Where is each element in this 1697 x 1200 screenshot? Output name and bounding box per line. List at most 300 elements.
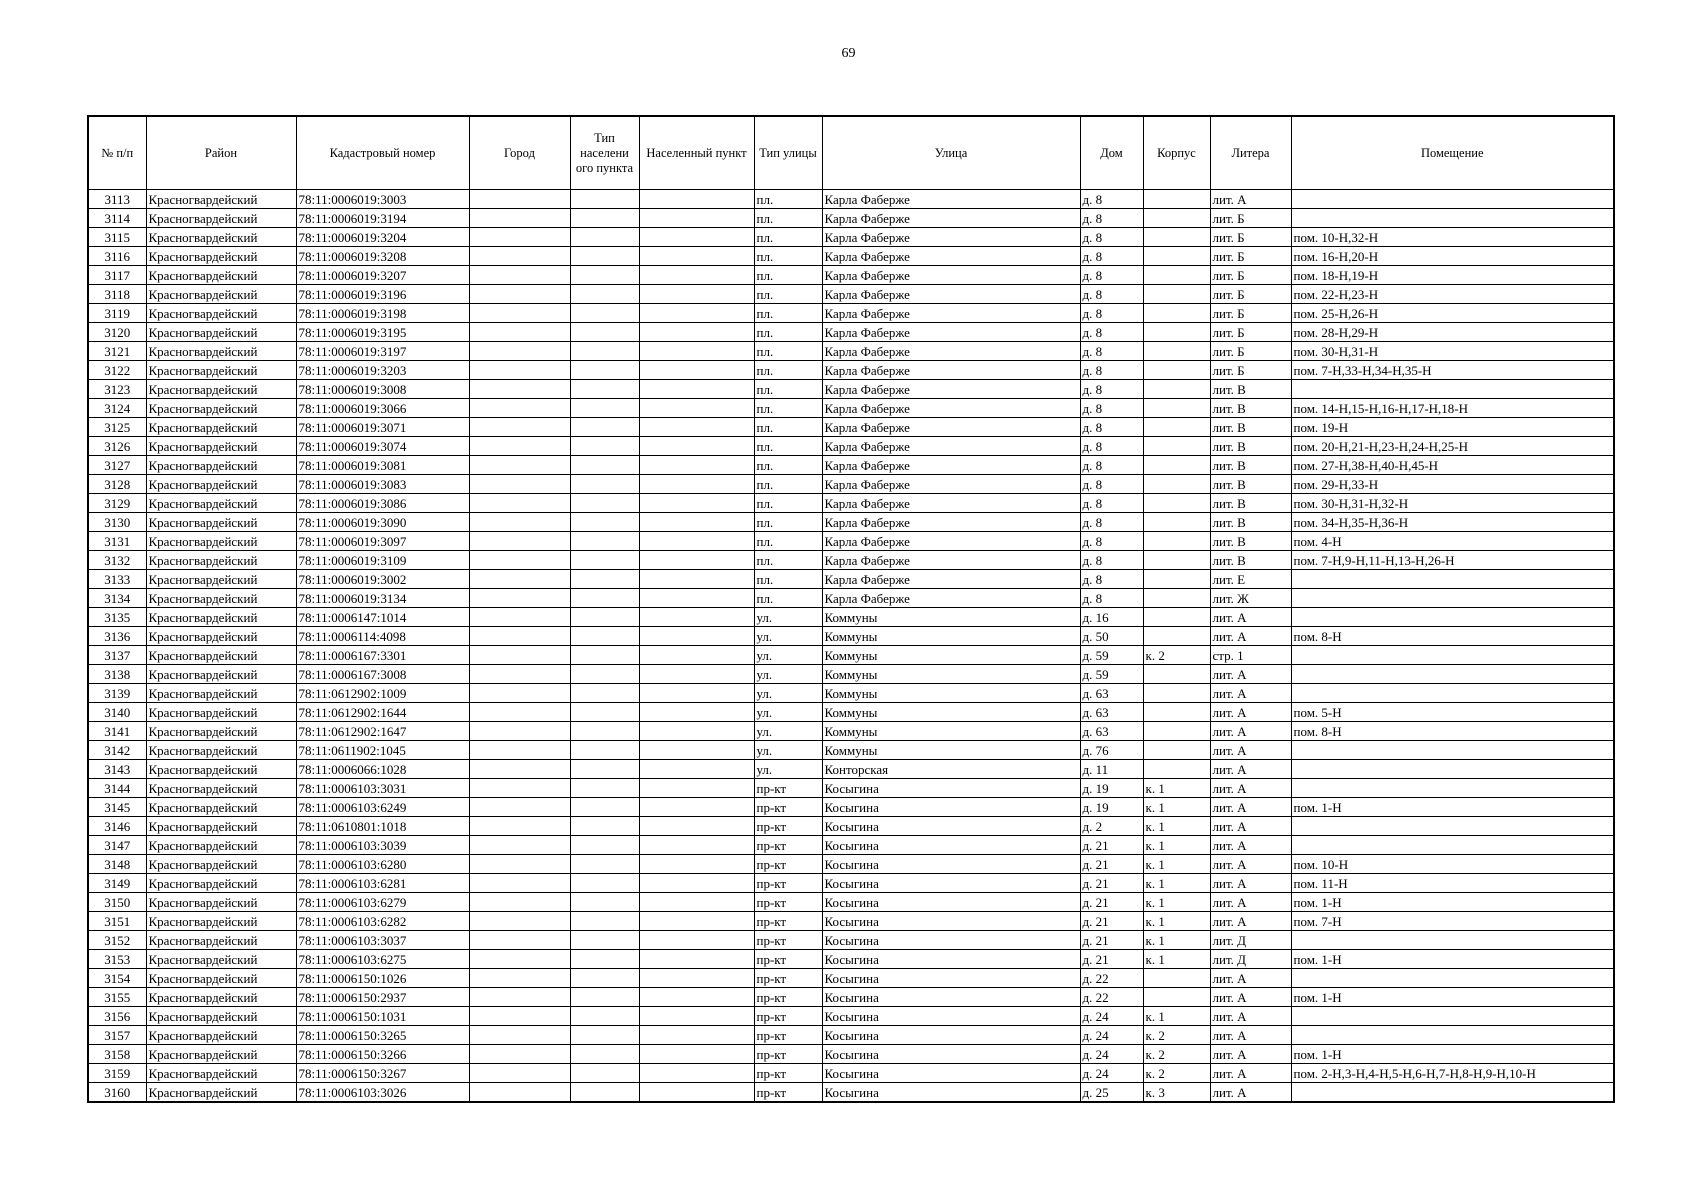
district-cell: Красногвардейский: [146, 209, 296, 228]
row-number-cell: 3119: [88, 304, 146, 323]
cadastral-number-cell: 78:11:0006019:3134: [296, 589, 469, 608]
building-cell: [1143, 304, 1210, 323]
row-number-cell: 3121: [88, 342, 146, 361]
table-row: [88, 969, 1614, 988]
street-cell: Карла Фаберже: [822, 323, 1080, 342]
city-cell: [469, 627, 570, 646]
building-cell: к. 1: [1143, 950, 1210, 969]
cadastral-number-cell: 78:11:0611902:1045: [296, 741, 469, 760]
table-row: [88, 551, 1614, 570]
district-cell: Красногвардейский: [146, 760, 296, 779]
row-number-cell: 3148: [88, 855, 146, 874]
table-row: [88, 741, 1614, 760]
building-cell: к. 1: [1143, 1007, 1210, 1026]
premises-cell: пом. 7-Н,33-Н,34-Н,35-Н: [1291, 361, 1614, 380]
premises-cell: [1291, 608, 1614, 627]
city-cell: [469, 836, 570, 855]
district-cell: Красногвардейский: [146, 950, 296, 969]
cadastral-number-cell: 78:11:0006103:3039: [296, 836, 469, 855]
letter-cell: лит. А: [1210, 1083, 1291, 1103]
street-cell: Косыгина: [822, 1045, 1080, 1064]
settlement-type-cell: [570, 684, 639, 703]
street-cell: Косыгина: [822, 1083, 1080, 1103]
cadastral-number-cell: 78:11:0006103:6275: [296, 950, 469, 969]
street-type-cell: пл.: [754, 380, 822, 399]
row-number-cell: 3150: [88, 893, 146, 912]
street-type-cell: пл.: [754, 570, 822, 589]
settlement-type-cell: [570, 855, 639, 874]
street-type-cell: пл.: [754, 304, 822, 323]
building-cell: к. 2: [1143, 1064, 1210, 1083]
house-cell: д. 24: [1080, 1007, 1143, 1026]
house-cell: д. 63: [1080, 684, 1143, 703]
premises-cell: пом. 30-Н,31-Н,32-Н: [1291, 494, 1614, 513]
street-type-cell: ул.: [754, 760, 822, 779]
district-cell: Красногвардейский: [146, 798, 296, 817]
city-cell: [469, 1083, 570, 1103]
district-cell: Красногвардейский: [146, 551, 296, 570]
cadastral-number-cell: 78:11:0006150:3265: [296, 1026, 469, 1045]
building-cell: [1143, 247, 1210, 266]
district-cell: Красногвардейский: [146, 684, 296, 703]
table-row: [88, 836, 1614, 855]
building-cell: к. 1: [1143, 931, 1210, 950]
cadastral-number-cell: 78:11:0006019:3196: [296, 285, 469, 304]
table-row: [88, 323, 1614, 342]
column-header: Помещение: [1291, 116, 1614, 190]
row-number-cell: 3117: [88, 266, 146, 285]
settlement-type-cell: [570, 874, 639, 893]
house-cell: д. 8: [1080, 456, 1143, 475]
district-cell: Красногвардейский: [146, 627, 296, 646]
cadastral-number-cell: 78:11:0006103:3031: [296, 779, 469, 798]
street-cell: Косыгина: [822, 874, 1080, 893]
street-type-cell: пр-кт: [754, 931, 822, 950]
house-cell: д. 21: [1080, 874, 1143, 893]
house-cell: д. 8: [1080, 190, 1143, 209]
building-cell: [1143, 361, 1210, 380]
street-type-cell: ул.: [754, 665, 822, 684]
row-number-cell: 3152: [88, 931, 146, 950]
column-header: № п/п: [88, 116, 146, 190]
cadastral-number-cell: 78:11:0006019:3074: [296, 437, 469, 456]
street-cell: Карла Фаберже: [822, 475, 1080, 494]
row-number-cell: 3147: [88, 836, 146, 855]
letter-cell: лит. Б: [1210, 285, 1291, 304]
district-cell: Красногвардейский: [146, 342, 296, 361]
letter-cell: лит. А: [1210, 779, 1291, 798]
settlement-type-cell: [570, 532, 639, 551]
house-cell: д. 21: [1080, 855, 1143, 874]
street-type-cell: пл.: [754, 551, 822, 570]
table-row: [88, 722, 1614, 741]
house-cell: д. 8: [1080, 475, 1143, 494]
premises-cell: пом. 19-Н: [1291, 418, 1614, 437]
city-cell: [469, 361, 570, 380]
letter-cell: лит. А: [1210, 912, 1291, 931]
cadastral-number-cell: 78:11:0006103:6279: [296, 893, 469, 912]
city-cell: [469, 798, 570, 817]
building-cell: [1143, 969, 1210, 988]
cadastral-number-cell: 78:11:0006019:3066: [296, 399, 469, 418]
city-cell: [469, 703, 570, 722]
premises-cell: пом. 18-Н,19-Н: [1291, 266, 1614, 285]
street-type-cell: пр-кт: [754, 950, 822, 969]
premises-cell: пом. 25-Н,26-Н: [1291, 304, 1614, 323]
cadastral-number-cell: 78:11:0612902:1644: [296, 703, 469, 722]
row-number-cell: 3160: [88, 1083, 146, 1103]
street-cell: Карла Фаберже: [822, 399, 1080, 418]
city-cell: [469, 1026, 570, 1045]
city-cell: [469, 285, 570, 304]
street-type-cell: пл.: [754, 589, 822, 608]
row-number-cell: 3157: [88, 1026, 146, 1045]
table-row: [88, 304, 1614, 323]
street-cell: Косыгина: [822, 817, 1080, 836]
city-cell: [469, 532, 570, 551]
letter-cell: лит. А: [1210, 1026, 1291, 1045]
settlement-type-cell: [570, 437, 639, 456]
street-type-cell: пр-кт: [754, 893, 822, 912]
settlement-cell: [639, 722, 754, 741]
settlement-cell: [639, 1064, 754, 1083]
premises-cell: пом. 8-Н: [1291, 722, 1614, 741]
settlement-type-cell: [570, 494, 639, 513]
cadastral-number-cell: 78:11:0006019:3204: [296, 228, 469, 247]
letter-cell: лит. Б: [1210, 228, 1291, 247]
premises-cell: [1291, 570, 1614, 589]
premises-cell: [1291, 646, 1614, 665]
column-header: Корпус: [1143, 116, 1210, 190]
row-number-cell: 3144: [88, 779, 146, 798]
settlement-cell: [639, 1007, 754, 1026]
city-cell: [469, 418, 570, 437]
house-cell: д. 8: [1080, 247, 1143, 266]
settlement-type-cell: [570, 228, 639, 247]
city-cell: [469, 342, 570, 361]
table-row: [88, 380, 1614, 399]
building-cell: [1143, 285, 1210, 304]
table-row: [88, 399, 1614, 418]
table-row: [88, 1083, 1614, 1103]
house-cell: д. 2: [1080, 817, 1143, 836]
table-row: [88, 570, 1614, 589]
district-cell: Красногвардейский: [146, 1007, 296, 1026]
street-type-cell: пр-кт: [754, 1045, 822, 1064]
street-type-cell: пр-кт: [754, 1064, 822, 1083]
settlement-cell: [639, 1045, 754, 1064]
house-cell: д. 59: [1080, 665, 1143, 684]
cadastral-number-cell: 78:11:0006150:1026: [296, 969, 469, 988]
street-type-cell: пр-кт: [754, 836, 822, 855]
table-row: [88, 988, 1614, 1007]
letter-cell: лит. Б: [1210, 266, 1291, 285]
settlement-cell: [639, 931, 754, 950]
premises-cell: пом. 7-Н: [1291, 912, 1614, 931]
city-cell: [469, 209, 570, 228]
street-type-cell: пр-кт: [754, 1083, 822, 1103]
district-cell: Красногвардейский: [146, 1045, 296, 1064]
letter-cell: лит. Ж: [1210, 589, 1291, 608]
table-row: [88, 266, 1614, 285]
premises-cell: пом. 8-Н: [1291, 627, 1614, 646]
letter-cell: лит. Б: [1210, 361, 1291, 380]
row-number-cell: 3120: [88, 323, 146, 342]
letter-cell: лит. В: [1210, 437, 1291, 456]
cadastral-number-cell: 78:11:0612902:1009: [296, 684, 469, 703]
cadastral-number-cell: 78:11:0006019:3195: [296, 323, 469, 342]
letter-cell: стр. 1: [1210, 646, 1291, 665]
building-cell: к. 1: [1143, 912, 1210, 931]
letter-cell: лит. А: [1210, 684, 1291, 703]
premises-cell: пом. 2-Н,3-Н,4-Н,5-Н,6-Н,7-Н,8-Н,9-Н,10-Н: [1291, 1064, 1614, 1083]
district-cell: Красногвардейский: [146, 988, 296, 1007]
street-cell: Карла Фаберже: [822, 551, 1080, 570]
house-cell: д. 8: [1080, 228, 1143, 247]
settlement-cell: [639, 209, 754, 228]
building-cell: [1143, 665, 1210, 684]
house-cell: д. 8: [1080, 399, 1143, 418]
building-cell: [1143, 456, 1210, 475]
settlement-type-cell: [570, 1064, 639, 1083]
cadastral-number-cell: 78:11:0006019:3086: [296, 494, 469, 513]
row-number-cell: 3113: [88, 190, 146, 209]
building-cell: [1143, 342, 1210, 361]
row-number-cell: 3114: [88, 209, 146, 228]
row-number-cell: 3135: [88, 608, 146, 627]
house-cell: д. 8: [1080, 361, 1143, 380]
house-cell: д. 8: [1080, 532, 1143, 551]
street-cell: Карла Фаберже: [822, 532, 1080, 551]
row-number-cell: 3116: [88, 247, 146, 266]
house-cell: д. 8: [1080, 323, 1143, 342]
settlement-cell: [639, 608, 754, 627]
cadastral-number-cell: 78:11:0006019:3203: [296, 361, 469, 380]
table-row: [88, 950, 1614, 969]
settlement-type-cell: [570, 703, 639, 722]
house-cell: д. 22: [1080, 969, 1143, 988]
premises-cell: пом. 10-Н: [1291, 855, 1614, 874]
settlement-type-cell: [570, 475, 639, 494]
table-row: [88, 589, 1614, 608]
street-type-cell: пл.: [754, 361, 822, 380]
district-cell: Красногвардейский: [146, 874, 296, 893]
building-cell: [1143, 703, 1210, 722]
building-cell: [1143, 494, 1210, 513]
cadastral-number-cell: 78:11:0006103:6280: [296, 855, 469, 874]
building-cell: [1143, 741, 1210, 760]
row-number-cell: 3127: [88, 456, 146, 475]
letter-cell: лит. Е: [1210, 570, 1291, 589]
district-cell: Красногвардейский: [146, 893, 296, 912]
settlement-cell: [639, 855, 754, 874]
table-row: [88, 931, 1614, 950]
district-cell: Красногвардейский: [146, 912, 296, 931]
letter-cell: лит. А: [1210, 855, 1291, 874]
premises-cell: [1291, 779, 1614, 798]
district-cell: Красногвардейский: [146, 969, 296, 988]
street-cell: Карла Фаберже: [822, 380, 1080, 399]
building-cell: [1143, 684, 1210, 703]
row-number-cell: 3137: [88, 646, 146, 665]
district-cell: Красногвардейский: [146, 665, 296, 684]
house-cell: д. 8: [1080, 494, 1143, 513]
cadastral-number-cell: 78:11:0006019:3083: [296, 475, 469, 494]
city-cell: [469, 760, 570, 779]
district-cell: Красногвардейский: [146, 266, 296, 285]
table-row: [88, 1045, 1614, 1064]
letter-cell: лит. В: [1210, 475, 1291, 494]
settlement-type-cell: [570, 361, 639, 380]
building-cell: [1143, 266, 1210, 285]
building-cell: [1143, 228, 1210, 247]
settlement-type-cell: [570, 912, 639, 931]
settlement-cell: [639, 760, 754, 779]
city-cell: [469, 988, 570, 1007]
premises-cell: [1291, 684, 1614, 703]
city-cell: [469, 1045, 570, 1064]
street-cell: Карла Фаберже: [822, 266, 1080, 285]
settlement-type-cell: [570, 608, 639, 627]
street-type-cell: пл.: [754, 399, 822, 418]
street-cell: Косыгина: [822, 798, 1080, 817]
row-number-cell: 3136: [88, 627, 146, 646]
table-row: [88, 779, 1614, 798]
letter-cell: лит. А: [1210, 1064, 1291, 1083]
building-cell: к. 3: [1143, 1083, 1210, 1103]
settlement-cell: [639, 627, 754, 646]
building-cell: [1143, 722, 1210, 741]
cadastral-number-cell: 78:11:0610801:1018: [296, 817, 469, 836]
street-type-cell: пл.: [754, 209, 822, 228]
column-header: Город: [469, 116, 570, 190]
row-number-cell: 3156: [88, 1007, 146, 1026]
settlement-type-cell: [570, 247, 639, 266]
city-cell: [469, 1064, 570, 1083]
house-cell: д. 50: [1080, 627, 1143, 646]
street-cell: Коммуны: [822, 703, 1080, 722]
settlement-cell: [639, 304, 754, 323]
street-type-cell: ул.: [754, 627, 822, 646]
settlement-type-cell: [570, 798, 639, 817]
street-type-cell: пр-кт: [754, 1007, 822, 1026]
city-cell: [469, 912, 570, 931]
city-cell: [469, 893, 570, 912]
city-cell: [469, 190, 570, 209]
cadastral-number-cell: 78:11:0006019:3208: [296, 247, 469, 266]
settlement-type-cell: [570, 931, 639, 950]
settlement-type-cell: [570, 817, 639, 836]
district-cell: Красногвардейский: [146, 722, 296, 741]
street-type-cell: ул.: [754, 646, 822, 665]
building-cell: к. 1: [1143, 817, 1210, 836]
district-cell: Красногвардейский: [146, 703, 296, 722]
house-cell: д. 24: [1080, 1064, 1143, 1083]
letter-cell: лит. Б: [1210, 323, 1291, 342]
settlement-type-cell: [570, 285, 639, 304]
district-cell: Красногвардейский: [146, 570, 296, 589]
district-cell: Красногвардейский: [146, 532, 296, 551]
city-cell: [469, 874, 570, 893]
building-cell: [1143, 399, 1210, 418]
street-type-cell: пр-кт: [754, 988, 822, 1007]
street-type-cell: пр-кт: [754, 969, 822, 988]
building-cell: [1143, 570, 1210, 589]
house-cell: д. 8: [1080, 418, 1143, 437]
row-number-cell: 3129: [88, 494, 146, 513]
premises-cell: пом. 1-Н: [1291, 988, 1614, 1007]
settlement-cell: [639, 380, 754, 399]
letter-cell: лит. А: [1210, 893, 1291, 912]
street-cell: Косыгина: [822, 1026, 1080, 1045]
letter-cell: лит. В: [1210, 418, 1291, 437]
settlement-cell: [639, 703, 754, 722]
settlement-cell: [639, 836, 754, 855]
street-type-cell: пл.: [754, 323, 822, 342]
district-cell: Красногвардейский: [146, 779, 296, 798]
cadastral-number-cell: 78:11:0006019:3002: [296, 570, 469, 589]
premises-cell: [1291, 1083, 1614, 1103]
city-cell: [469, 437, 570, 456]
premises-cell: пом. 1-Н: [1291, 798, 1614, 817]
letter-cell: лит. А: [1210, 874, 1291, 893]
settlement-cell: [639, 570, 754, 589]
street-cell: Коммуны: [822, 722, 1080, 741]
row-number-cell: 3138: [88, 665, 146, 684]
building-cell: к. 1: [1143, 893, 1210, 912]
settlement-type-cell: [570, 304, 639, 323]
building-cell: [1143, 323, 1210, 342]
row-number-cell: 3143: [88, 760, 146, 779]
letter-cell: лит. В: [1210, 380, 1291, 399]
city-cell: [469, 475, 570, 494]
premises-cell: пом. 11-Н: [1291, 874, 1614, 893]
city-cell: [469, 513, 570, 532]
street-cell: Карла Фаберже: [822, 190, 1080, 209]
settlement-type-cell: [570, 399, 639, 418]
settlement-type-cell: [570, 551, 639, 570]
settlement-cell: [639, 399, 754, 418]
settlement-type-cell: [570, 836, 639, 855]
cadastral-number-cell: 78:11:0006103:3026: [296, 1083, 469, 1103]
street-cell: Коммуны: [822, 627, 1080, 646]
row-number-cell: 3134: [88, 589, 146, 608]
table-row: [88, 646, 1614, 665]
district-cell: Красногвардейский: [146, 931, 296, 950]
house-cell: д. 8: [1080, 285, 1143, 304]
house-cell: д. 21: [1080, 912, 1143, 931]
house-cell: д. 8: [1080, 304, 1143, 323]
table-row: [88, 912, 1614, 931]
street-cell: Косыгина: [822, 836, 1080, 855]
district-cell: Красногвардейский: [146, 1083, 296, 1103]
premises-cell: [1291, 969, 1614, 988]
cadastral-number-cell: 78:11:0006019:3081: [296, 456, 469, 475]
settlement-type-cell: [570, 570, 639, 589]
street-cell: Косыгина: [822, 893, 1080, 912]
building-cell: к. 1: [1143, 874, 1210, 893]
house-cell: д. 24: [1080, 1045, 1143, 1064]
table-row: [88, 285, 1614, 304]
premises-cell: пом. 28-Н,29-Н: [1291, 323, 1614, 342]
street-cell: Карла Фаберже: [822, 513, 1080, 532]
table-row: [88, 798, 1614, 817]
premises-cell: [1291, 1007, 1614, 1026]
city-cell: [469, 1007, 570, 1026]
district-cell: Красногвардейский: [146, 304, 296, 323]
settlement-cell: [639, 684, 754, 703]
cadastral-number-cell: 78:11:0006019:3197: [296, 342, 469, 361]
